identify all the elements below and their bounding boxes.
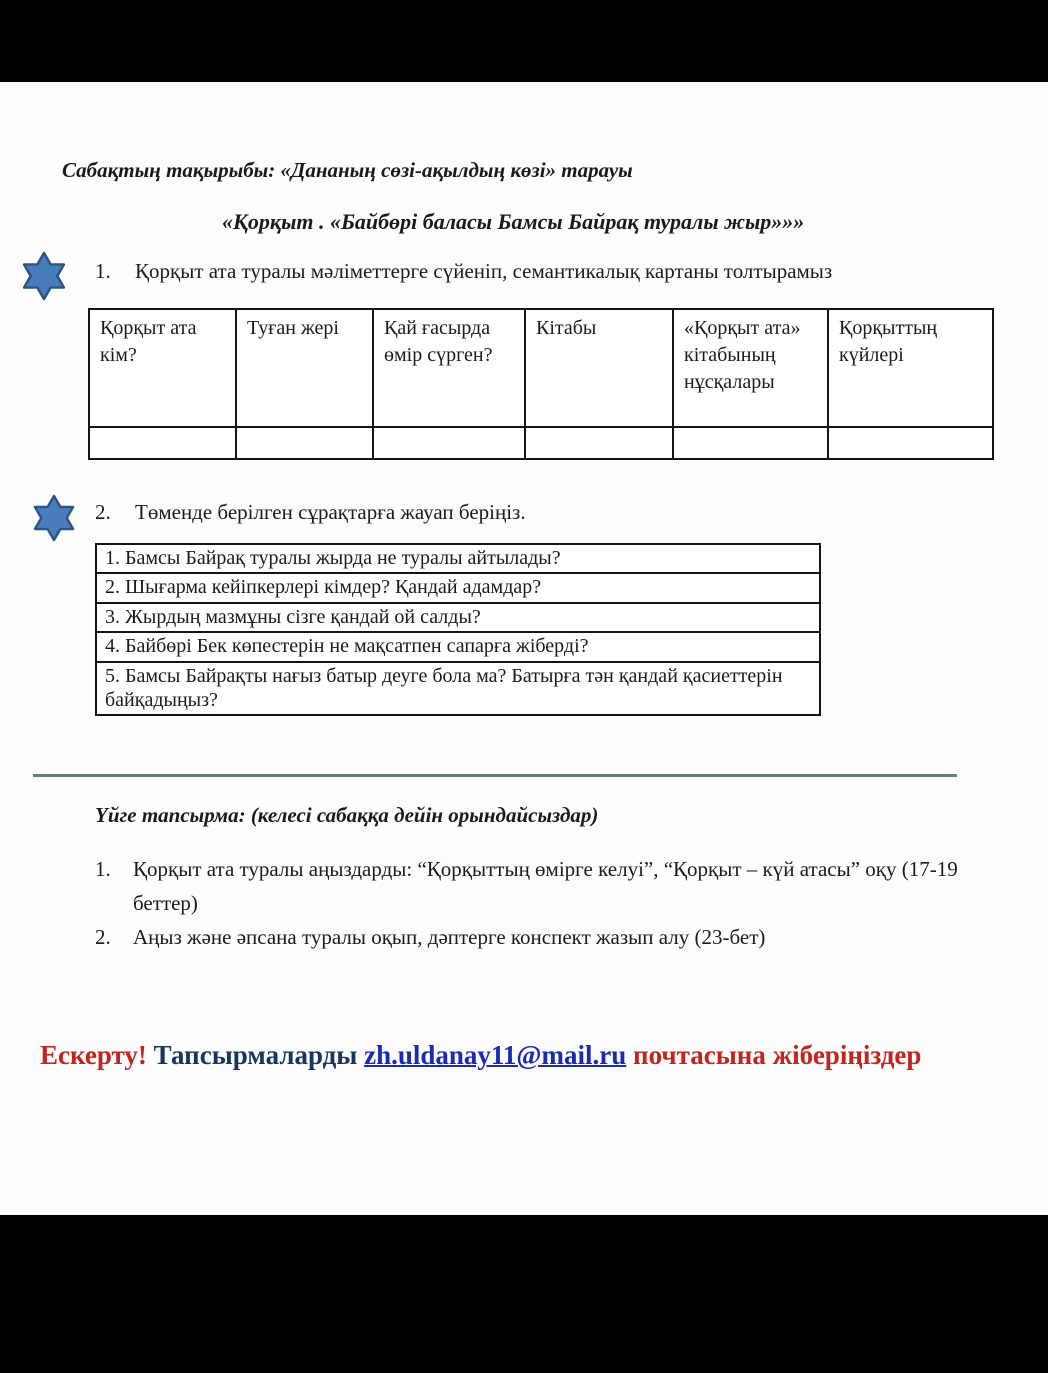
lesson-subtitle: «Қорқыт . «Байбөрі баласы Бамсы Байрақ туралы жыр»»» [222,209,805,234]
semantic-map-table [88,308,994,460]
semantic-header-cell: Қорқыт ата кім? [89,309,236,427]
semantic-empty-cell [89,427,236,459]
email-link[interactable]: zh.uldanay11@mail.ru [364,1040,627,1070]
bottom-black-bar [0,1215,1048,1373]
semantic-empty-cell [828,427,993,459]
semantic-table-empty-row [89,427,993,459]
homework-item [95,920,990,954]
semantic-empty-cell [525,427,673,459]
submission-notice [40,1032,940,1079]
homework-item-text: Аңыз және әпсана туралы оқып, дәптерге конспект жазып алу (23-бет) [133,925,766,950]
document-page [0,82,1048,1215]
homework-heading: Үйге тапсырма: (келесі сабаққа дейін орындайсыздар) [95,803,599,827]
question-row [96,632,820,661]
top-black-bar [0,0,1048,82]
task2-number: 2. [95,500,111,524]
semantic-header-cell: Қорқыттың күйлері [828,309,993,427]
homework-item-number: 2. [95,925,111,950]
homework-list [95,852,990,954]
semantic-header-cell: «Қорқыт ата» кітабының нұсқалары [673,309,828,427]
homework-item-number: 1. [95,857,111,881]
star-bullet-icon [20,251,68,301]
task2-text: Төменде берілген сұрақтарға жауап беріңіз. [135,500,526,524]
task1-number: 1. [95,259,111,283]
semantic-empty-cell [673,427,828,459]
question-row [96,544,820,573]
homework-item [95,852,990,920]
lesson-topic-title: Сабақтың тақырыбы: «Дананың сөзі-ақылдың көзі» тарауы [62,158,633,182]
semantic-table-header-row [89,309,993,427]
homework-item-text: Қорқыт ата туралы аңыздарды: “Қорқыттың өмірге келуі”, “Қорқыт – күй атасы” оқу (17-19 беттер) [133,857,958,916]
questions-table [95,543,821,716]
question-cell: 5. Бамсы Байрақты нағыз батыр деуге бола ма? Батырға тән қандай қасиеттерін байқадыңыз? [96,662,820,716]
question-cell: 1. Бамсы Байрақ туралы жырда не туралы айтылады? [96,544,820,573]
question-row [96,573,820,602]
section-divider-line [33,774,957,777]
question-cell: 2. Шығарма кейіпкерлері кімдер? Қандай адамдар? [96,573,820,602]
question-cell: 3. Жырдың мазмұны сізге қандай ой салды? [96,603,820,632]
task1-instruction [95,259,832,284]
star-bullet-icon [31,494,77,542]
semantic-empty-cell [373,427,525,459]
semantic-empty-cell [236,427,373,459]
question-row [96,662,820,716]
task1-text: Қорқыт ата туралы мәліметтерге сүйеніп, семантикалық картаны толтырамыз [135,259,833,283]
notice-tail-text: почтасына жіберіңіздер [626,1040,922,1070]
task2-instruction [95,500,526,525]
notice-warning-label: Ескерту! [40,1040,147,1070]
semantic-header-cell: Қай ғасырда өмір сүрген? [373,309,525,427]
question-cell: 4. Байбөрі Бек көпестерін не мақсатпен сапарға жіберді? [96,632,820,661]
question-row [96,603,820,632]
semantic-header-cell: Туған жері [236,309,373,427]
notice-body-text: Тапсырмаларды [146,1040,365,1070]
semantic-header-cell: Кітабы [525,309,673,427]
